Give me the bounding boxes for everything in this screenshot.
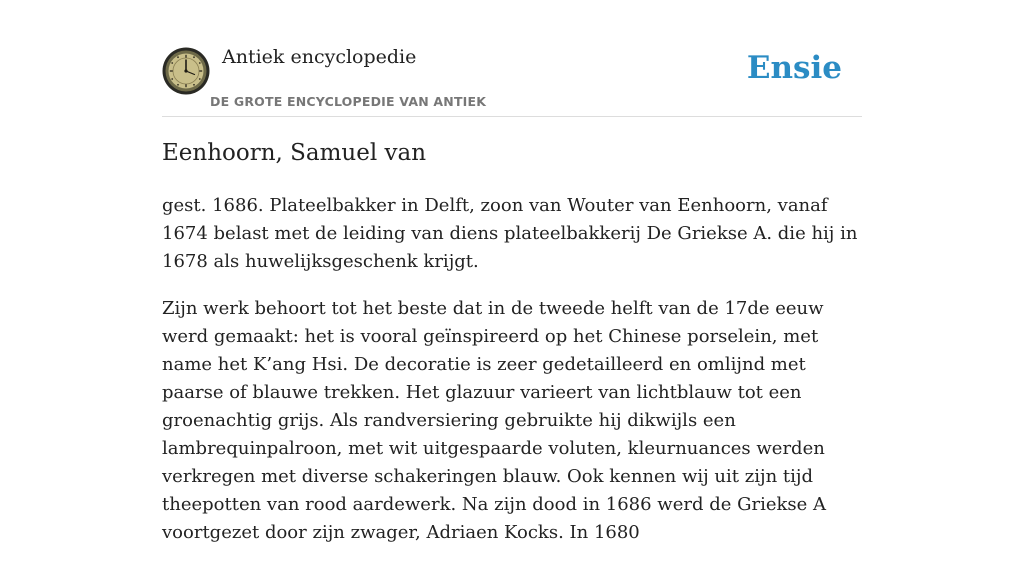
ensie-brand-logo[interactable]: Ensie [746, 50, 842, 86]
page [162, 0, 862, 543]
entry-paragraph-2: Zijn werk behoort tot het beste dat in de tweede helft van de 17de eeuw werd gemaakt: het is vooral geïnspireerd op het Chinese porselein, met name het K’ang Hsi. De decoratie is zeer gedetailleerd en omlijnd met paarse of blauwe trekken. Het glazuur varieert van lichtblauw tot een groenachtig grijs. Als randversiering gebruikte hij dikwijls een lambrequinpalroon, met wit uitgespaarde voluten, kleurnuances werden verkregen met diverse schakeringen blauw. Ook kennen wij uit zijn tijd theepotten van rood aardewerk. Na zijn dood in 1686 werd de Griekse A voortgezet door zijn zwager, Adriaen Kocks. In 1680 [162, 298, 827, 543]
page-title: Eenhoorn, Samuel van [162, 140, 427, 166]
site-title[interactable]: Antiek encyclopedie [222, 46, 417, 68]
site-subtitle: DE GROTE ENCYCLOPEDIE VAN ANTIEK [210, 94, 487, 109]
site-header [162, 0, 862, 117]
antique-clock-icon[interactable] [162, 47, 210, 95]
entry-content [162, 192, 862, 566]
entry-paragraph-1: gest. 1686. Plateelbakker in Delft, zoon van Wouter van Eenhoorn, vanaf 1674 belast met de leiding van diens plateelbakkerij De Griekse A. die hij in 1678 als huwelijksgeschenk krijgt. [162, 195, 858, 272]
